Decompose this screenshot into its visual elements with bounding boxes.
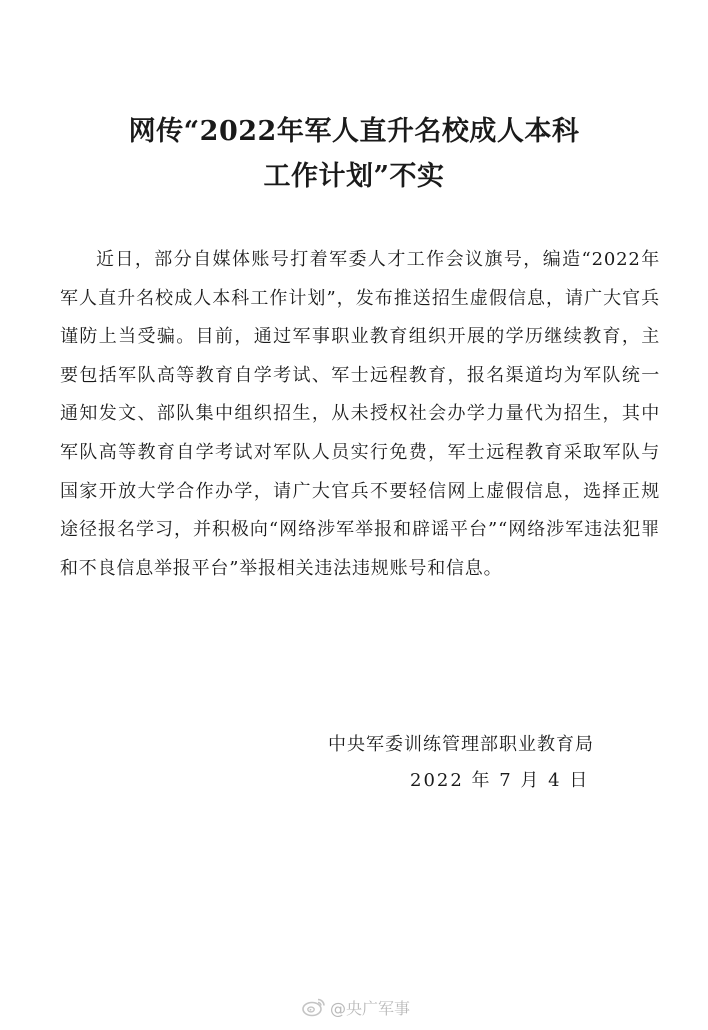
document-title-line-2: 工作计划”不实	[263, 161, 445, 192]
weibo-icon	[302, 997, 326, 1017]
document-body	[60, 241, 660, 588]
signature-organization: 中央军委训练管理部职业教育局	[328, 734, 594, 755]
signature-date: 2022 年 7 月 4 日	[410, 770, 590, 791]
watermark-text: @央广军事	[330, 998, 411, 1018]
document-title-line-1: 网传“2022年军人直升名校成人本科	[128, 116, 580, 147]
body-paragraph: 近日，部分自媒体账号打着军委人才工作会议旗号，编造“2022年军人直升名校成人本科工作计划”，发布推送招生虚假信息，请广大官兵谨防上当受骗。目前，通过军事职业教育组织开展的学历继续教育，主要包括军队高等教育自学考试、军士远程教育，报名渠道均为军队统一通知发文、部队集中组织招生，从未授权社会办学力量代为招生，其中军队高等教育自学考试对军队人员实行免费，军士远程教育采取军队与国家开放大学合作办学，请广大官兵不要轻信网上虚假信息，选择正规途径报名学习，并积极向“网络涉军举报和辟谣平台”“网络涉军违法犯罪和不良信息举报平台”举报相关违法违规账号和信息。	[60, 249, 660, 579]
watermark	[302, 994, 410, 1020]
